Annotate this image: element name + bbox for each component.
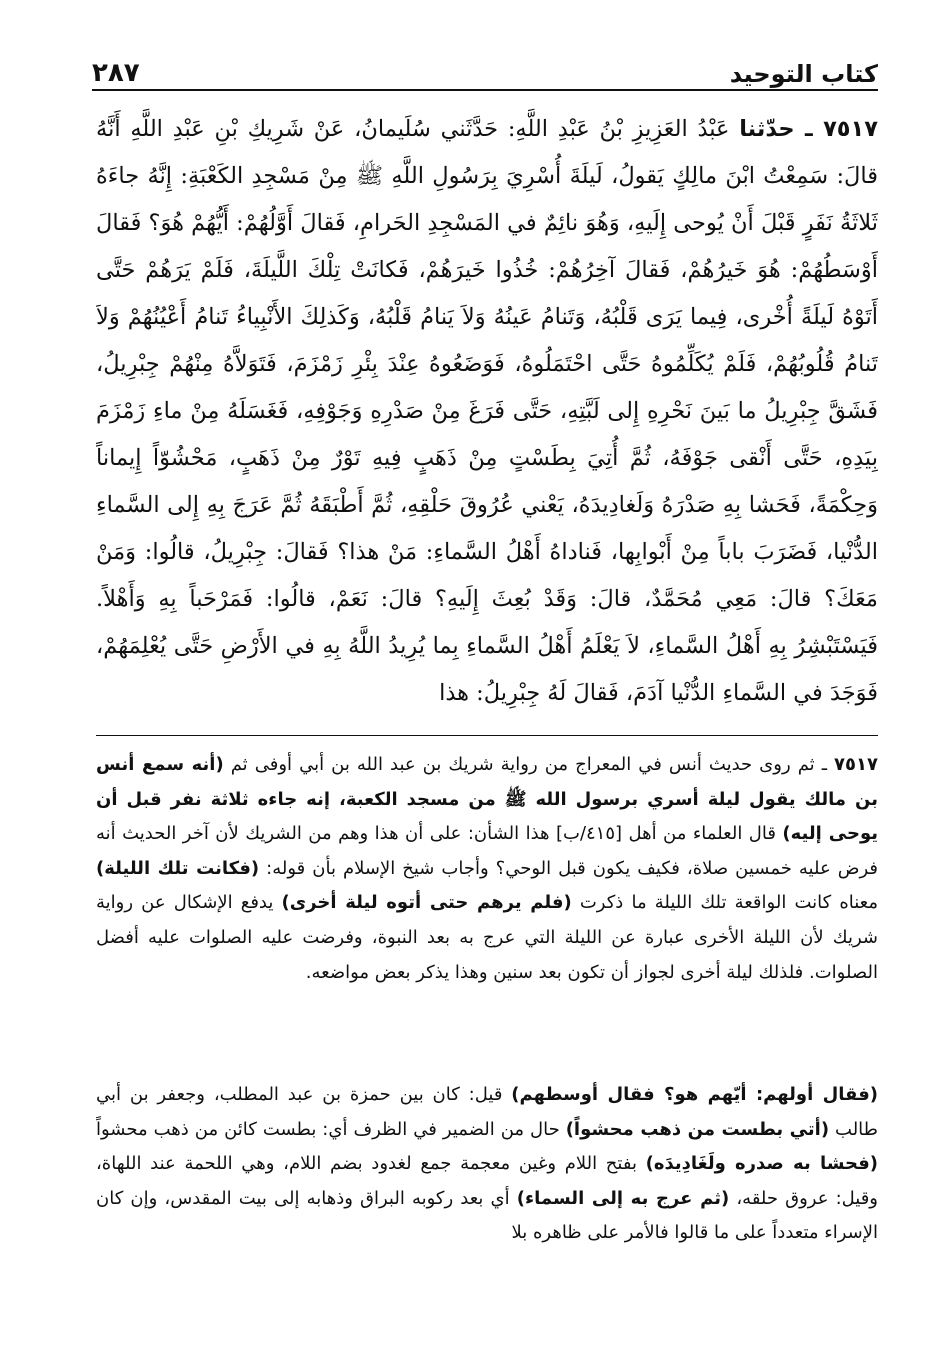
page-number: ٢٨٧ bbox=[92, 58, 140, 88]
commentary-quote: (أنه سمع أنس بن مالك يقول ليلة أسري برسول الله ﷺ من مسجد الكعبة، إنه جاءه ثلاثة نفر قبل أن يوحى إليه) bbox=[96, 754, 878, 845]
commentary-quote: (فقال أولهم: أيّهم هو؟ فقال أوسطهم) bbox=[511, 1084, 878, 1105]
commentary-text: معناه كانت الواقعة تلك الليلة ما ذكرت bbox=[571, 892, 878, 914]
commentary-text: قيل: كان بين حمزة بن عبد المطلب، وجعفر بن أبي طالب bbox=[96, 1084, 878, 1140]
commentary-text: ـ ثم روى حديث أنس في المعراج من رواية شريك بن عبد الله بن أبي أوفى ثم bbox=[223, 754, 835, 775]
book-title: كتاب التوحيد bbox=[729, 60, 878, 88]
commentary-quote: (أتي بطست من ذهب محشواً) bbox=[565, 1118, 830, 1140]
commentary-quote: ٧٥١٧ bbox=[834, 754, 878, 775]
hadith-body: عَبْدُ العَزِيزِ بْنُ عَبْدِ اللَّهِ: حَدَّثَني سُلَيمانُ، عَنْ شَرِيكِ بْنِ عَبْدِ اللَّهِ أَنَّهُ قالَ: سَمِعْتُ ابْنَ مالِكٍ يَقولُ، لَيلَةَ أُسْرِيَ بِرَسُولِ اللَّهِ ﷺ مِنْ مَسْجِدِ الكَعْبَةِ: إِنَّهُ جاءَهُ ثَلاثَةُ نَفَرٍ قَبْلَ أَنْ يُوحى إِلَيهِ، وَهُوَ نائِمٌ في المَسْجِدِ الحَرامِ، فَقالَ أَوَّلُهُمْ: أَيُّهُمْ هُوَ؟ فَقالَ أَوْسَطُهُمْ: هُوَ خَيرُهُمْ، فَقالَ آخِرُهُمْ: خُذُوا خَيرَهُمْ، فَكانَتْ تِلْكَ اللَّيلَةَ، فَلَمْ يَرَهُمْ حَتَّى أَتَوْهُ لَيلَةً أُخْرى، فِيما يَرَى قَلْبُهُ، وَتَنامُ عَينُهُ وَلاَ يَنامُ قَلْبُهُ، وَكَذلِكَ الأَنْبِياءُ تَنامُ أَعْيُنُهُمْ وَلاَ تَنامُ قُلُوبُهُمْ، فَلَمْ يُكَلِّمُوهُ حَتَّى احْتَمَلُوهُ، فَوَضَعُوهُ عِنْدَ بِئْرِ زَمْزَمَ، فَتَوَلاَّهُ مِنْهُمْ جِبْرِيلُ، فَشَقَّ جِبْرِيلُ ما بَينَ نَحْرِهِ إِلى لَبَّتِهِ، حَتَّى فَرَغَ مِنْ صَدْرِهِ وَجَوْفِهِ، فَغَسَلَهُ مِنْ ماءِ زَمْزَمَ بِيَدِهِ، حَتَّى أَنْقى جَوْفَهُ، ثُمَّ أُتِيَ بِطَسْتٍ مِنْ ذَهَبٍ فِيهِ تَوْرٌ مِنْ ذَهَبٍ، مَحْشُوّاً إِيماناً وَحِكْمَةً، فَحَشا بِهِ صَدْرَهُ وَلَغادِيدَهُ، يَعْني عُرُوقَ حَلْقِهِ، ثُمَّ أَطْبَقَهُ ثُمَّ عَرَجَ بِهِ إِلى السَّماءِ الدُّنْيا، فَضَرَبَ باباً مِنْ أَبْوابِها، فَناداهُ أَهْلُ السَّماءِ: مَنْ هذا؟ فَقالَ: جِبْرِيلُ، قالُوا: وَمَنْ مَعَكَ؟ قالَ: مَعِي مُحَمَّدٌ، قالَ: وَقَدْ بُعِثَ إِلَيهِ؟ قالَ: نَعَمْ، قالُوا: فَمَرْحَباً بِهِ وَأَهْلاً. فَيَسْتَبْشِرُ بِهِ أَهْلُ السَّماءِ، لاَ يَعْلَمُ أَهْلُ السَّماءِ بِما يُرِيدُ اللَّهُ بِهِ في الأَرْضِ حَتَّى يُعْلِمَهُمْ، فَوَجَدَ في السَّماءِ الدُّنْيا آدَمَ، فَقالَ لَهُ جِبْرِيلُ: هذا bbox=[96, 116, 878, 706]
commentary-text: يدفع الإشكال عن رواية شريك لأن الليلة الأخرى عبارة عن الليلة التي عرج به بعد النبوة، وفرضت عليه الصلوات عليه أفضل الصلوات. فلذلك ليلة أخرى لجواز أن تكون بعد سنين وهذا يذكر بعض مواضعه. bbox=[96, 892, 878, 983]
hadith-dash: ـ bbox=[794, 116, 824, 142]
commentary-quote: (فلم يرهم حتى أتوه ليلة أخرى) bbox=[281, 892, 572, 914]
hadith-number: ٧٥١٧ bbox=[823, 116, 878, 142]
footnote-divider bbox=[96, 735, 878, 736]
commentary-text: أي بعد ركوبه البراق وذهابه إلى بيت المقدس، وإن كان الإسراء متعدداً على ما قالوا فالأمر على ظاهره بلا bbox=[96, 1187, 878, 1244]
commentary-text: حال من الضمير في الظرف أي: بطست كائن من ذهب محشواً bbox=[96, 1118, 566, 1140]
commentary-paragraph-1 bbox=[96, 748, 878, 1060]
commentary-paragraph-2 bbox=[96, 1078, 878, 1288]
commentary-quote: (فحشا به صدره ولَغَادِيدَه) bbox=[645, 1153, 878, 1175]
commentary-quote: (فكانت تلك الليلة) bbox=[96, 857, 260, 879]
hadith-text bbox=[96, 106, 878, 712]
hadith-lead-word: حدّثنا bbox=[739, 116, 795, 142]
header-divider bbox=[92, 89, 878, 91]
commentary-text: بفتح اللام وغين معجمة جمع لغدود بضم اللام، وهي اللحمة عند اللهاة، وقيل: عروق حلقه، bbox=[96, 1153, 878, 1209]
commentary-text: قال العلماء من أهل [٤١٥/ب] هذا الشأن: على أن هذا وهم من الشريك لأن آخر الحديث أنه فرض عليه خمسين صلاة، فكيف يكون قبل الوحي؟ وأجاب شيخ الإسلام بأن قوله: bbox=[96, 823, 878, 879]
page-header bbox=[92, 40, 878, 88]
commentary-quote: (ثم عرج به إلى السماء) bbox=[516, 1187, 730, 1209]
